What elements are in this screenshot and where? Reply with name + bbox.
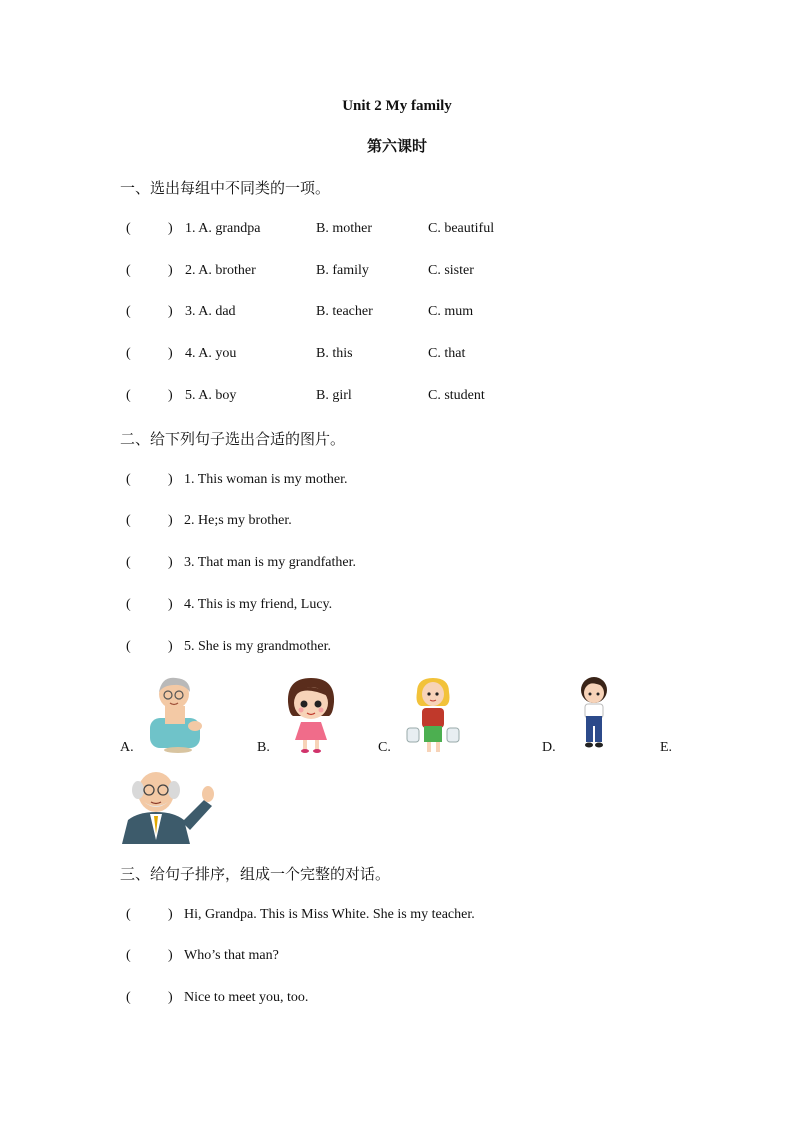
answer-paren-open: ( bbox=[126, 990, 131, 1005]
section2-heading: 二、给下列句子选出合适的图片。 bbox=[120, 430, 346, 448]
sentence-text: 2. He;s my brother. bbox=[184, 513, 292, 528]
answer-paren-close: ) bbox=[168, 472, 173, 487]
answer-paren-open: ( bbox=[126, 346, 131, 361]
answer-paren-close: ) bbox=[168, 263, 173, 278]
answer-paren-close: ) bbox=[168, 513, 173, 528]
picture-label-c: C. bbox=[378, 740, 391, 755]
answer-paren-open: ( bbox=[126, 304, 131, 319]
answer-paren-open: ( bbox=[126, 907, 131, 922]
sentence-text: 3. That man is my grandfather. bbox=[184, 555, 356, 570]
sentence-text: 1. This woman is my mother. bbox=[184, 472, 348, 487]
picture-label-d: D. bbox=[542, 740, 556, 755]
answer-paren-close: ) bbox=[168, 907, 173, 922]
answer-paren-open: ( bbox=[126, 263, 131, 278]
answer-paren-open: ( bbox=[126, 388, 131, 403]
section3-heading: 三、给句子排序，组成一个完整的对话。 bbox=[120, 865, 391, 883]
option-b: B. mother bbox=[316, 221, 372, 236]
answer-paren-open: ( bbox=[126, 639, 131, 654]
option-a: 5. A. boy bbox=[185, 388, 237, 403]
girl-image bbox=[283, 676, 339, 754]
option-c: C. student bbox=[428, 388, 485, 403]
answer-paren-close: ) bbox=[168, 221, 173, 236]
option-b: B. family bbox=[316, 263, 369, 278]
sentence-text: Hi, Grandpa. This is Miss White. She is my teacher. bbox=[184, 907, 475, 922]
answer-paren-open: ( bbox=[126, 597, 131, 612]
answer-paren-close: ) bbox=[168, 304, 173, 319]
boy-image bbox=[574, 676, 614, 754]
option-c: C. that bbox=[428, 346, 466, 361]
answer-paren-close: ) bbox=[168, 990, 173, 1005]
woman-image bbox=[405, 676, 461, 756]
answer-paren-open: ( bbox=[126, 472, 131, 487]
picture-label-e: E. bbox=[660, 740, 673, 755]
answer-paren-close: ) bbox=[168, 388, 173, 403]
option-c: C. beautiful bbox=[428, 221, 495, 236]
picture-label-b: B. bbox=[257, 740, 270, 755]
option-b: B. teacher bbox=[316, 304, 373, 319]
answer-paren-close: ) bbox=[168, 346, 173, 361]
option-a: 3. A. dad bbox=[185, 304, 236, 319]
answer-paren-close: ) bbox=[168, 597, 173, 612]
page-title: Unit 2 My family bbox=[342, 98, 452, 114]
option-a: 1. A. grandpa bbox=[185, 221, 261, 236]
sentence-text: Who’s that man? bbox=[184, 948, 279, 963]
option-c: C. mum bbox=[428, 304, 474, 319]
sentence-text: 5. She is my grandmother. bbox=[184, 639, 331, 654]
option-c: C. sister bbox=[428, 263, 474, 278]
answer-paren-close: ) bbox=[168, 948, 173, 963]
option-a: 2. A. brother bbox=[185, 263, 256, 278]
answer-paren-open: ( bbox=[126, 513, 131, 528]
sentence-text: Nice to meet you, too. bbox=[184, 990, 309, 1005]
option-a: 4. A. you bbox=[185, 346, 237, 361]
answer-paren-close: ) bbox=[168, 639, 173, 654]
answer-paren-open: ( bbox=[126, 555, 131, 570]
grandfather-image bbox=[118, 768, 218, 844]
answer-paren-open: ( bbox=[126, 221, 131, 236]
section1-heading: 一、选出每组中不同类的一项。 bbox=[120, 179, 331, 197]
picture-label-a: A. bbox=[120, 740, 134, 755]
option-b: B. girl bbox=[316, 388, 352, 403]
answer-paren-open: ( bbox=[126, 948, 131, 963]
sentence-text: 4. This is my friend, Lucy. bbox=[184, 597, 333, 612]
answer-paren-close: ) bbox=[168, 555, 173, 570]
lesson-subtitle: 第六课时 bbox=[366, 139, 427, 155]
grandmother-image bbox=[140, 676, 212, 754]
option-b: B. this bbox=[316, 346, 353, 361]
